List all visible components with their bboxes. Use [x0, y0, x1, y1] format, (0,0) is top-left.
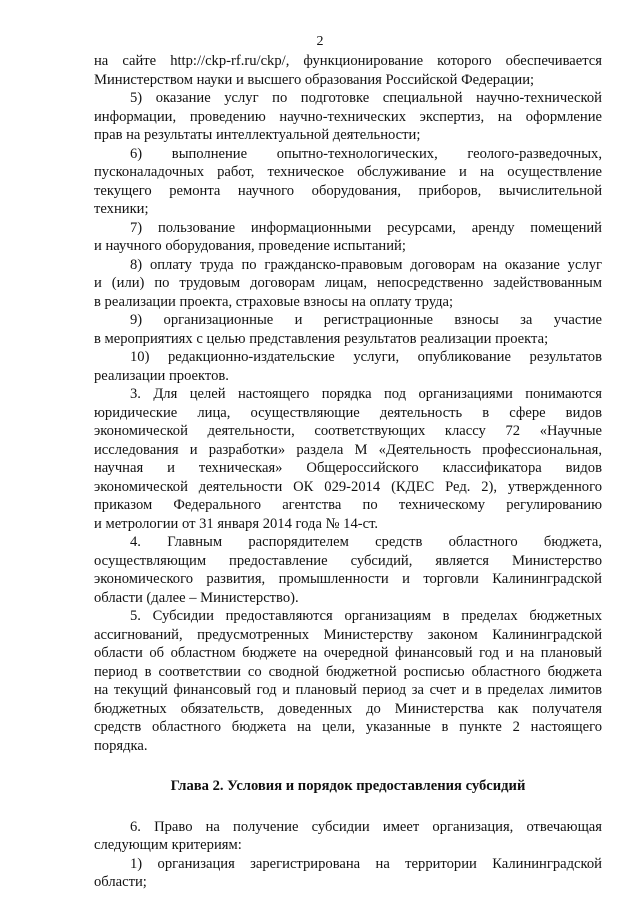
- text-line: экономического развития, промышленности и торговли Калининградской: [94, 571, 602, 587]
- text-line: на текущий финансовый год и плановый период за счет и в пределах лимитов: [94, 682, 602, 698]
- text-line: осуществляющим предоставление субсидий, является Министерство: [94, 552, 602, 569]
- text-line: 7) пользование информационными ресурсами, аренду помещений: [130, 219, 602, 236]
- text-line: информации, проведению научно-технических экспертиз, на оформление: [94, 108, 602, 125]
- text-line: в реализации проекта, страховые взносы на оплату труда;: [94, 293, 454, 310]
- paragraph: [94, 385, 602, 533]
- text-line: и метрологии от 31 января 2014 года № 14-ст.: [94, 515, 379, 532]
- text-line: экономической деятельности ОК 029-2014 (КДЕС Ред. 2), утвержденного: [94, 478, 602, 495]
- text-line: прав на результаты интеллектуальной деятельности;: [94, 127, 421, 143]
- paragraph: [94, 607, 602, 755]
- paragraph: [94, 855, 602, 892]
- text-line: 6) выполнение опытно-технологических, геолого-разведочных,: [130, 145, 602, 162]
- text-line: приказом Федерального агентства по техническому регулированию: [94, 497, 602, 513]
- text-line: бюджетных обязательств, доведенных до Министерства как получателя: [94, 700, 602, 717]
- paragraph: [94, 52, 602, 89]
- paragraph: [94, 89, 602, 145]
- paragraph: [94, 348, 602, 385]
- text-line: экономической деятельности, соответствующих классу 72 «Научные: [94, 423, 602, 439]
- text-line: техники;: [94, 201, 149, 217]
- text-line: 3. Для целей настоящего порядка под организациями понимаются: [130, 386, 602, 402]
- text-line: 9) организационные и регистрационные взносы за участие: [130, 312, 602, 328]
- text-line: текущего ремонта научного оборудования, приборов, вычислительной: [94, 182, 602, 199]
- text-line: области (далее – Министерство).: [94, 589, 299, 606]
- text-line: Министерством науки и высшего образования Российской Федерации;: [94, 71, 535, 88]
- spacer: [94, 796, 602, 818]
- text-line: пусконаладочных работ, техническое обслуживание и на осуществление: [94, 164, 602, 180]
- paragraph: [94, 256, 602, 312]
- text-line: научная и техническая» Общероссийского классификатора видов: [94, 460, 602, 476]
- text-line: и научного оборудования, проведение испытаний;: [94, 238, 406, 254]
- text-line: 6. Право на получение субсидии имеет организация, отвечающая: [130, 818, 602, 835]
- text-line: области;: [94, 874, 147, 890]
- text-line: на сайте http://ckp-rf.ru/ckp/, функционирование которого обеспечивается: [94, 53, 602, 69]
- chapter-heading: Глава 2. Условия и порядок предоставления субсидий: [170, 778, 526, 794]
- text-line: следующим критериям:: [94, 837, 242, 853]
- text-line: ассигнований, предусмотренных Министерству законом Калининградской: [94, 626, 602, 643]
- paragraph: [94, 818, 602, 855]
- paragraph: [94, 311, 602, 348]
- text-line: и (или) по трудовым договорам лицам, непосредственно задействованным: [94, 275, 602, 291]
- paragraph: [94, 533, 602, 607]
- text-line: средств областного бюджета на цели, указанные в пункте 2 настоящего: [94, 719, 602, 735]
- spacer: [94, 755, 602, 777]
- text-line: 10) редакционно-издательские услуги, опубликование результатов: [130, 349, 602, 365]
- text-line: 5) оказание услуг по подготовке специальной научно-технической: [130, 90, 602, 106]
- text-line: 8) оплату труда по гражданско-правовым договорам на оказание услуг: [130, 256, 602, 273]
- page-number: 2: [316, 34, 324, 49]
- text-line: юридические лица, осуществляющие деятельность в сфере видов: [94, 404, 602, 421]
- text-line: области об областном бюджете на очередной финансовый год и на плановый: [94, 645, 602, 661]
- document-body: [94, 52, 602, 892]
- paragraph: [94, 219, 602, 256]
- text-line: период в соответствии со сводной бюджетной росписью областного бюджета: [94, 663, 602, 680]
- text-line: реализации проектов.: [94, 367, 229, 384]
- text-line: 5. Субсидии предоставляются организациям в пределах бюджетных: [130, 608, 602, 624]
- text-line: 1) организация зарегистрирована на территории Калининградской: [130, 855, 602, 872]
- text-line: в мероприятиях с целью представления результатов реализации проекта;: [94, 330, 549, 347]
- text-line: 4. Главным распорядителем средств областного бюджета,: [130, 534, 602, 550]
- text-line: порядка.: [94, 737, 148, 754]
- paragraph: [94, 145, 602, 219]
- text-line: исследования и разработки» раздела М «Деятельность профессиональная,: [94, 441, 602, 458]
